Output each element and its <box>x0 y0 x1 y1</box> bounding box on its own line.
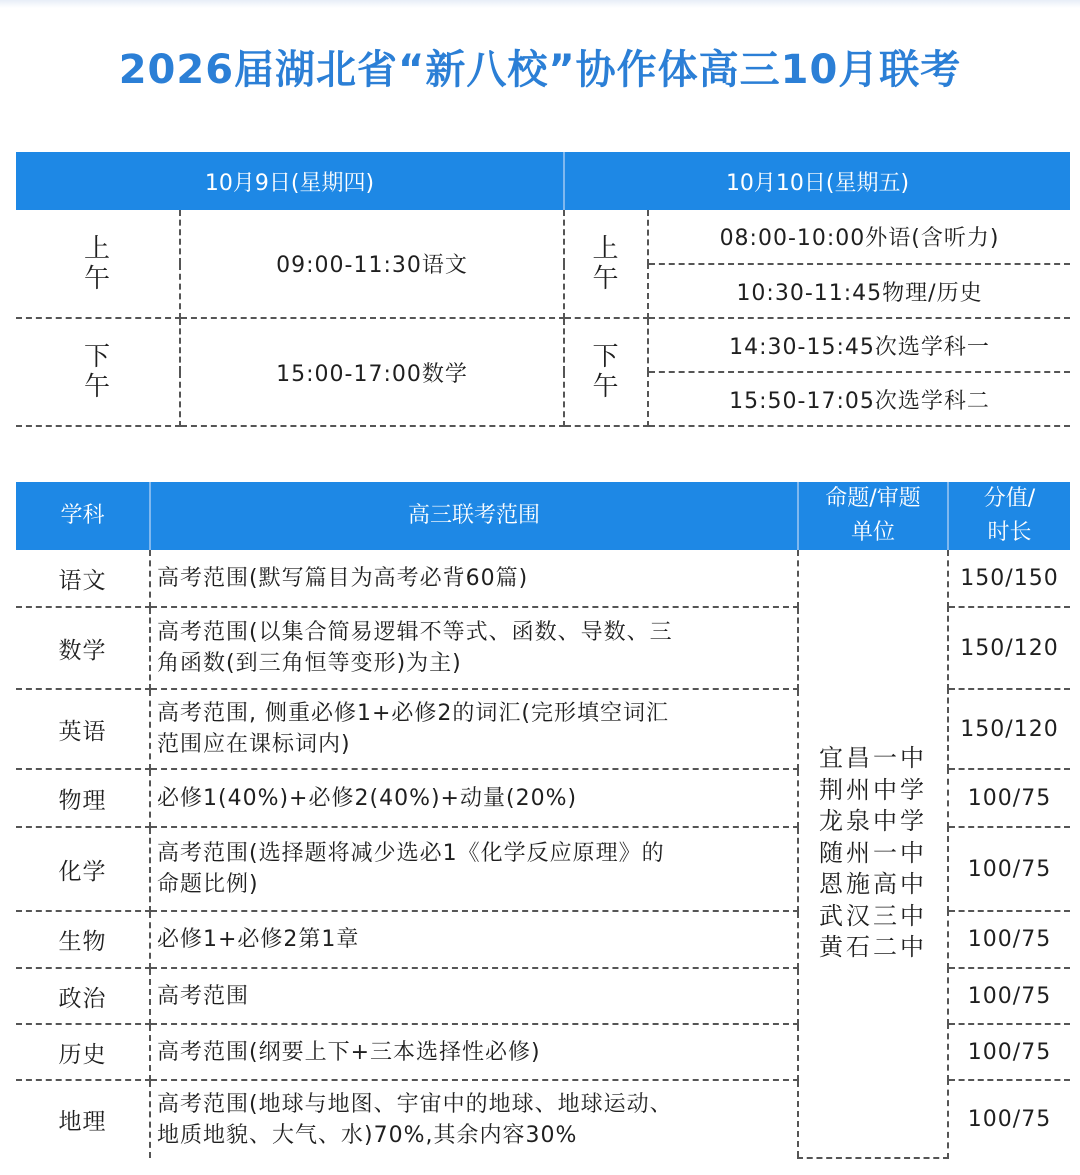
subject-name: 生物 <box>16 911 150 968</box>
subject-name: 历史 <box>16 1024 150 1080</box>
day1-afternoon-exam: 15:00-17:00数学 <box>180 318 564 426</box>
day1-morning-label: 上 午 <box>16 210 180 318</box>
day1-header: 10月9日(星期四) <box>16 152 564 210</box>
subject-scope: 高考范围(以集合简易逻辑不等式、函数、导数、三 角函数(到三角恒等变形)为主) <box>150 607 798 689</box>
subject-score: 150/150 <box>948 550 1070 607</box>
subject-score: 100/75 <box>948 827 1070 911</box>
subject-score: 100/75 <box>948 968 1070 1024</box>
subject-scope: 高考范围(默写篇目为高考必背60篇) <box>150 550 798 607</box>
schedule-row <box>16 318 1070 372</box>
unit-column-header: 命题/审题 单位 <box>798 482 948 550</box>
day2-morning-exam-1: 08:00-10:00外语(含听力) <box>648 210 1070 264</box>
day1-morning-exam: 09:00-11:30语文 <box>180 210 564 318</box>
subject-score: 100/75 <box>967 1107 1052 1132</box>
subject-scope: 高考范围(选择题将减少选必1《化学反应原理》的 命题比例) <box>150 827 798 911</box>
day2-morning-label: 上 午 <box>564 210 648 318</box>
subject-scope: 高考范围(地球与地图、宇宙中的地球、地球运动、 地质地貌、大气、水)70%,其余内容30% <box>150 1080 798 1158</box>
day2-morning-exam-2: 10:30-11:45物理/历史 <box>648 264 1070 318</box>
subject-score: 100/75 <box>948 1024 1070 1080</box>
day2-header: 10月10日(星期五) <box>564 152 1070 210</box>
day2-afternoon-label: 下 午 <box>564 318 648 426</box>
subject-name: 语文 <box>16 550 150 607</box>
subject-score: 100/75 <box>948 769 1070 827</box>
subject-score: 150/120 <box>948 689 1070 769</box>
subject-score: 150/120 <box>948 607 1070 689</box>
subject-column-header: 学科 <box>16 482 150 550</box>
table-row <box>16 550 1070 607</box>
subject-scope: 高考范围(纲要上下+三本选择性必修) <box>150 1024 798 1080</box>
subject-name: 数学 <box>16 607 150 689</box>
setting-units: 宜昌一中 荆州中学 龙泉中学 随州一中 恩施高中 武汉三中 黄石二中 <box>798 550 948 1158</box>
exam-scope-table <box>16 482 1070 1159</box>
scope-column-header: 高三联考范围 <box>150 482 798 550</box>
subject-name: 英语 <box>16 689 150 769</box>
subject-scope: 必修1(40%)+必修2(40%)+动量(20%) <box>150 769 798 827</box>
subject-name: 地理 <box>16 1080 150 1158</box>
schedule-header-row <box>16 152 1070 210</box>
day1-afternoon-label: 下 午 <box>16 318 180 426</box>
schedule-row <box>16 210 1070 264</box>
subject-name: 化学 <box>16 827 150 911</box>
subject-name: 政治 <box>16 968 150 1024</box>
subject-scope: 必修1+必修2第1章 <box>150 911 798 968</box>
exam-schedule-table <box>16 152 1070 427</box>
subject-scope: 高考范围, 侧重必修1+必修2的词汇(完形填空词汇 范围应在课标词内) <box>150 689 798 769</box>
subject-name: 物理 <box>16 769 150 827</box>
page-title: 2026届湖北省“新八校”协作体高三10月联考 <box>118 47 962 93</box>
subject-scope: 高考范围 <box>150 968 798 1024</box>
subject-score: 100/75 <box>948 911 1070 968</box>
scope-header-row <box>16 482 1070 550</box>
top-border <box>0 0 1080 8</box>
day2-afternoon-exam-1: 14:30-15:45次选学科一 <box>648 318 1070 372</box>
score-column-header: 分值/ 时长 <box>948 482 1070 550</box>
day2-afternoon-exam-2: 15:50-17:05次选学科二 <box>648 372 1070 426</box>
